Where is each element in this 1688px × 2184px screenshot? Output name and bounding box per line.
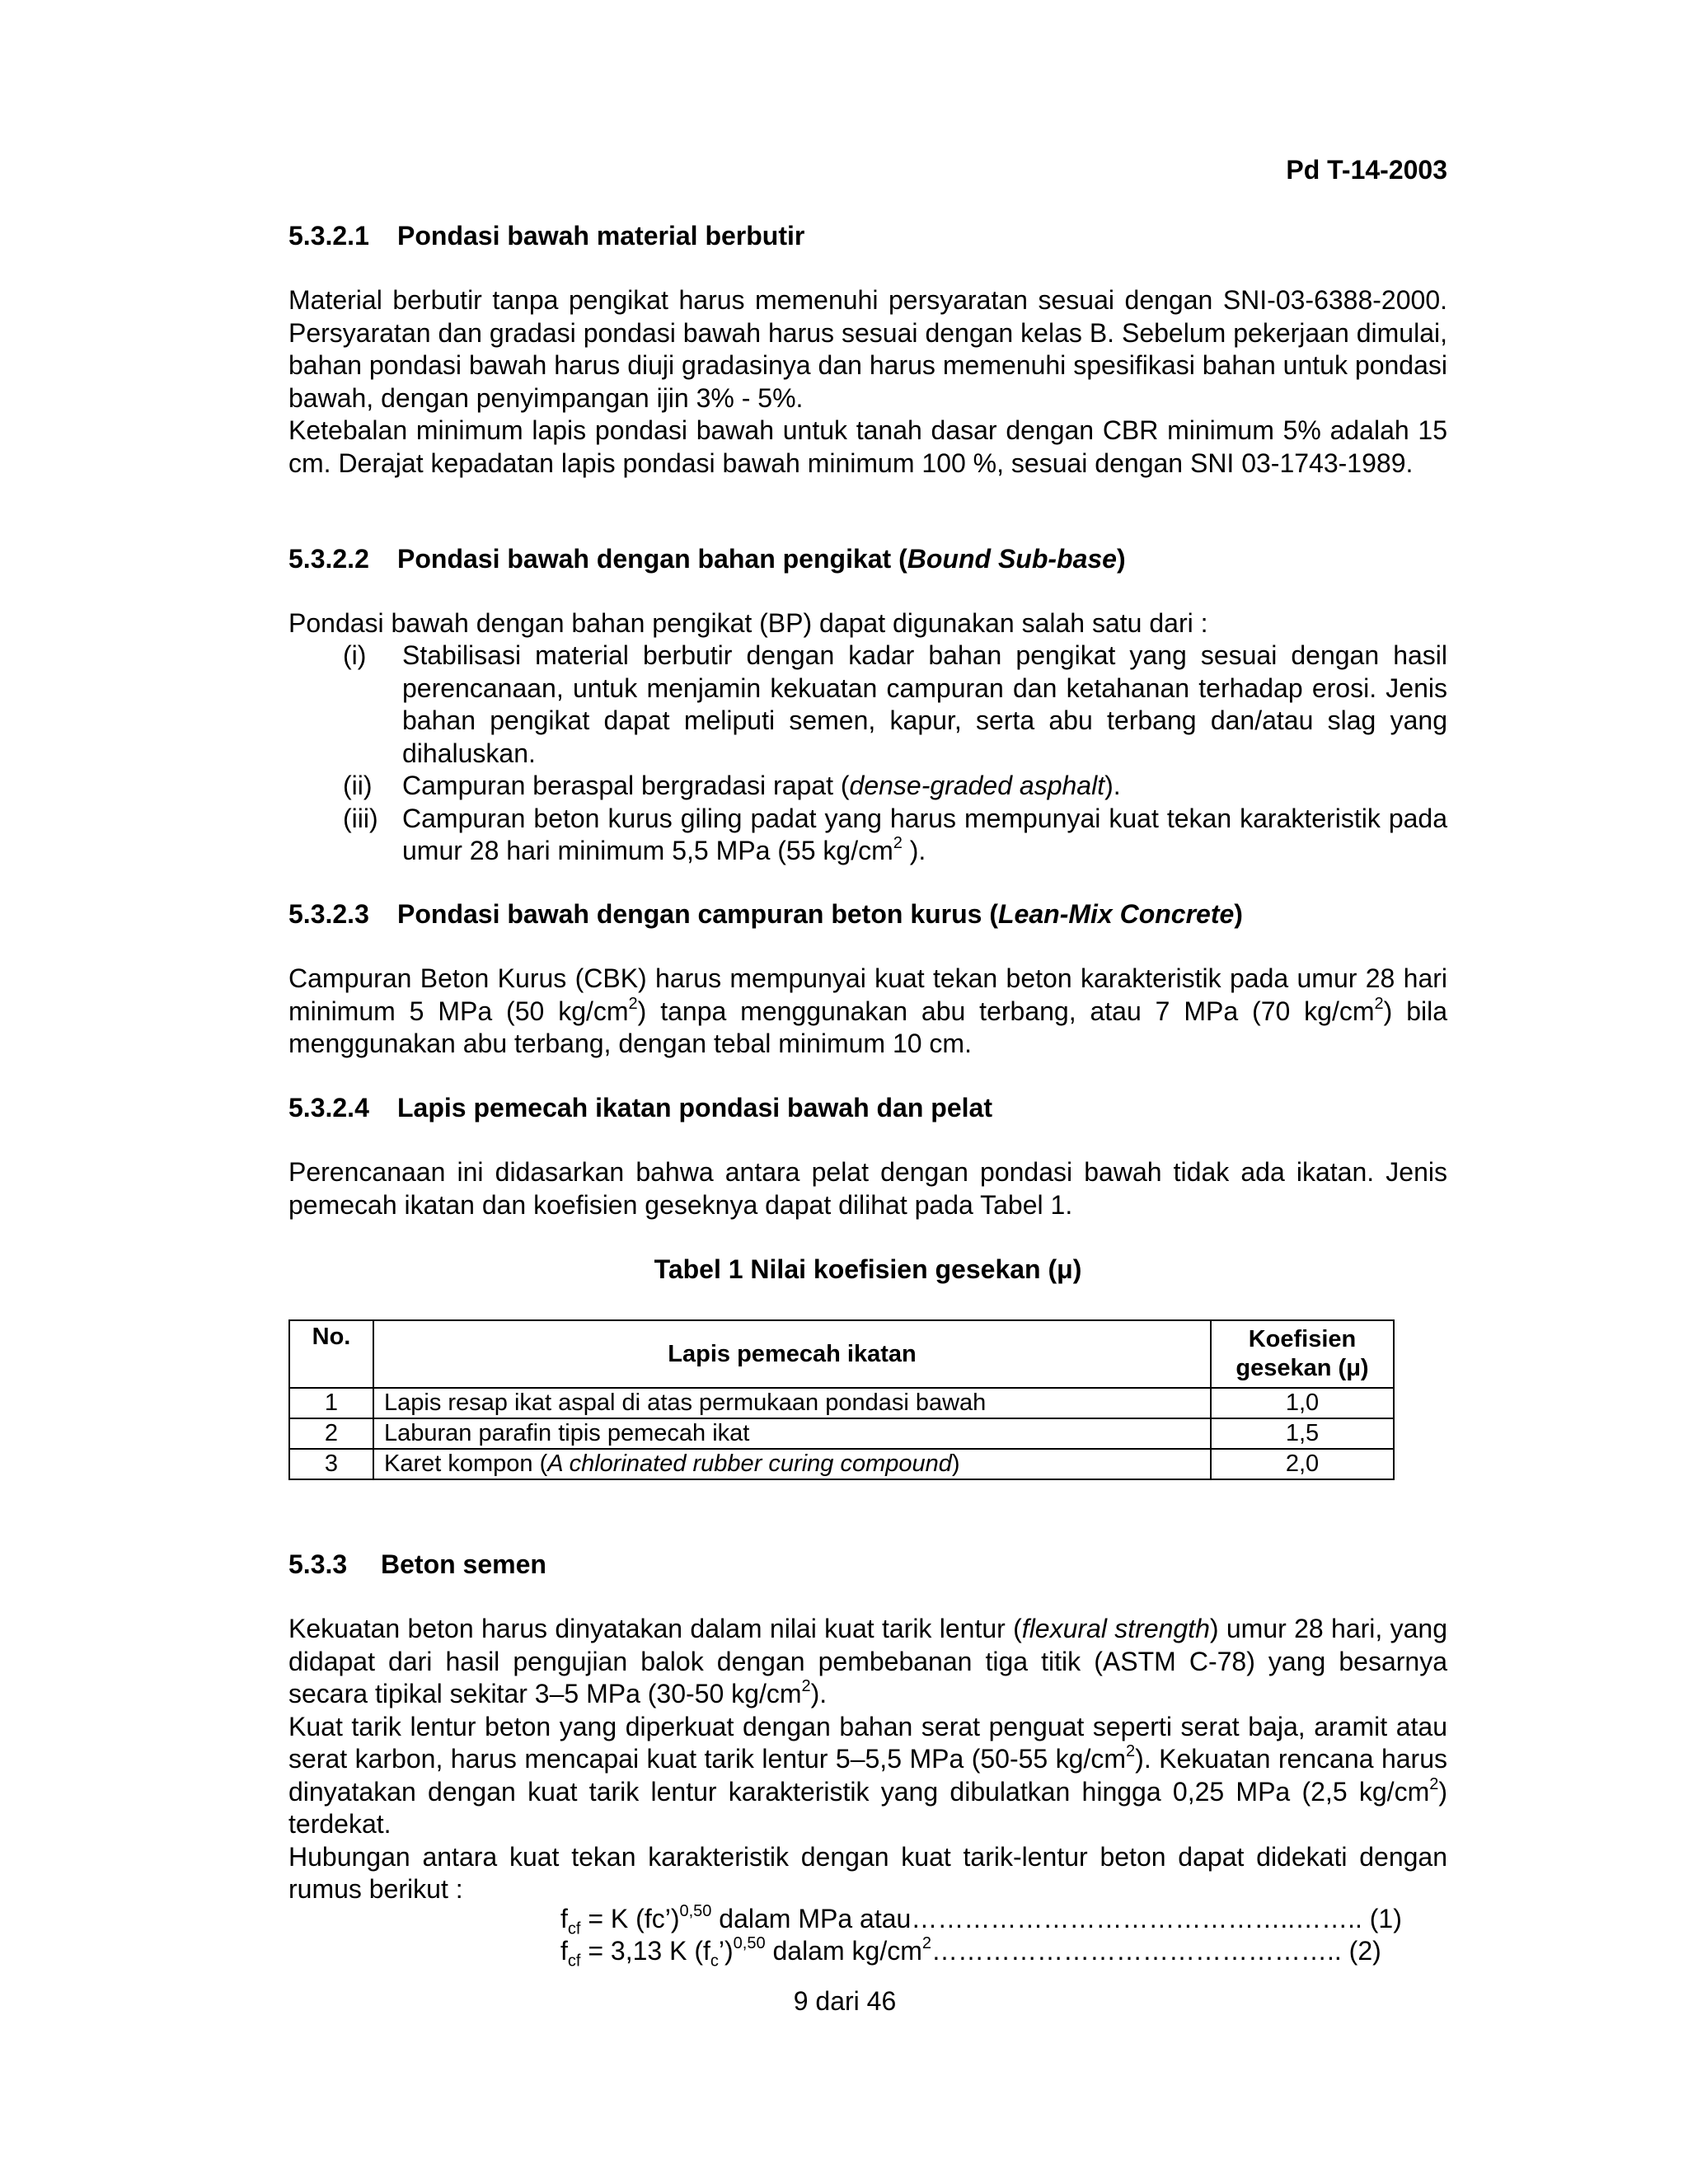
table-row	[289, 1388, 1394, 1418]
section-title: Beton semen	[381, 1549, 546, 1579]
section-heading-5-3-2-1	[288, 221, 804, 251]
section-heading-5-3-2-4	[288, 1093, 992, 1123]
section-body-5-3-2-4	[288, 1156, 1447, 1221]
table-header-row	[289, 1320, 1394, 1388]
header-coefficient: Koefisien gesekan (μ)	[1211, 1320, 1394, 1388]
list-text: Stabilisasi material berbutir dengan kadar bahan pengikat yang sesuai dengan hasil perencanaan, untuk menjamin kekuatan campuran dan ketahanan terhadap erosi. Jenis bahan pengikat dapat meliputi semen, kapur, serta abu terbang dan/atau slag yang dihaluskan.	[402, 640, 1447, 768]
paragraph: Pondasi bawah dengan bahan pengikat (BP) dapat digunakan salah satu dari :	[288, 608, 1208, 638]
list-marker: (i)	[343, 640, 367, 670]
section-title: Pondasi bawah dengan bahan pengikat (Bound Sub-base)	[397, 544, 1126, 574]
list-item	[288, 770, 1447, 803]
section-title: Pondasi bawah dengan campuran beton kurus (Lean-Mix Concrete)	[397, 899, 1243, 929]
formula-1: $f_{cf} = K$ (fc’)$^{0,50}$ dalam MPa atau……………………………………..…….. (1)	[560, 1902, 1402, 1938]
paragraph: Hubungan antara kuat tekan karakteristik dengan kuat tarik-lentur beton dapat didekati dengan rumus berikut :	[288, 1841, 1447, 1904]
binder-list	[288, 640, 1447, 868]
header-layer: Lapis pemecah ikatan	[373, 1320, 1211, 1388]
list-text: Campuran beton kurus giling padat yang harus mempunyai kuat tekan karakteristik pada umur 28 hari minimum 5,5 MPa (55 $kg/cm^2$ ).	[402, 803, 1447, 865]
list-marker: (iii)	[343, 803, 378, 833]
paragraph: Kekuatan beton harus dinyatakan dalam nilai kuat tarik lentur (flexural strength) umur 28 hari, yang didapat dari hasil pengujian balok dengan pembebanan tiga titik (ASTM C-78) yang besarnya secara tipikal sekitar 3–5 MPa (30-50 $kg/cm^2$).	[288, 1614, 1448, 1708]
header-no: No.	[289, 1320, 373, 1388]
section-number: 5.3.2.4	[288, 1093, 369, 1122]
list-marker: (ii)	[343, 771, 373, 800]
cell-no: 2	[289, 1418, 373, 1449]
page-number: 9 dari 46	[793, 1986, 897, 2016]
cell-layer: Karet kompon (A chlorinated rubber curing compound)	[373, 1449, 1211, 1479]
section-title: Lapis pemecah ikatan pondasi bawah dan pelat	[397, 1093, 992, 1122]
list-item	[288, 803, 1447, 868]
section-intro-5-3-2-2	[288, 607, 1447, 640]
paragraph: Material berbutir tanpa pengikat harus memenuhi persyaratan sesuai dengan SNI-03-6388-2000. Persyaratan dan gradasi pondasi bawah harus sesuai dengan kelas B. Sebelum pekerjaan dimulai, bahan pondasi bawah harus diuji gradasinya dan harus memenuhi spesifikasi bahan untuk pondasi bawah, dengan penyimpangan ijin 3% - 5%.	[288, 285, 1447, 413]
document-id: Pd T-14-2003	[1286, 155, 1447, 185]
cell-layer: Laburan parafin tipis pemecah ikat	[373, 1418, 1211, 1449]
cell-value: 2,0	[1211, 1449, 1394, 1479]
section-number: 5.3.2.2	[288, 544, 369, 574]
section-number: 5.3.3	[288, 1549, 348, 1579]
cell-layer: Lapis resap ikat aspal di atas permukaan pondasi bawah	[373, 1388, 1211, 1418]
paragraph: Perencanaan ini didasarkan bahwa antara pelat dengan pondasi bawah tidak ada ikatan. Jenis pemecah ikatan dan koefisien geseknya dapat dilihat pada Tabel 1.	[288, 1157, 1447, 1220]
list-text: Campuran beraspal bergradasi rapat (dense-graded asphalt).	[402, 771, 1121, 800]
section-body-5-3-2-3	[288, 963, 1447, 1061]
section-number: 5.3.2.1	[288, 221, 369, 251]
table-caption: Tabel 1 Nilai koefisien gesekan (μ)	[654, 1254, 1082, 1284]
cell-value: 1,5	[1211, 1418, 1394, 1449]
table-row	[289, 1449, 1394, 1479]
cell-no: 3	[289, 1449, 373, 1479]
paragraph: Ketebalan minimum lapis pondasi bawah untuk tanah dasar dengan CBR minimum 5% adalah 15 cm. Derajat kepadatan lapis pondasi bawah minimum 100 %, sesuai dengan SNI 03-1743-1989.	[288, 415, 1447, 478]
friction-coefficient-table	[288, 1319, 1395, 1480]
list-item	[288, 640, 1447, 770]
table-row	[289, 1418, 1394, 1449]
cell-value: 1,0	[1211, 1388, 1394, 1418]
section-body-5-3-3	[288, 1613, 1447, 1906]
paragraph: Campuran Beton Kurus (CBK) harus mempunyai kuat tekan beton karakteristik pada umur 28 hari minimum 5 MPa (50 $kg/cm^2$) tanpa menggunakan abu terbang, atau 7 MPa (70 $kg/cm^2$) bila menggunakan abu terbang, dengan tebal minimum 10 cm.	[288, 963, 1447, 1058]
section-heading-5-3-2-3	[288, 899, 1243, 930]
section-body-5-3-2-1	[288, 284, 1447, 480]
section-number: 5.3.2.3	[288, 899, 369, 929]
paragraph: Kuat tarik lentur beton yang diperkuat dengan bahan serat penguat seperti serat baja, aramit atau serat karbon, harus mencapai kuat tarik lentur 5–5,5 MPa (50-55 $kg/cm^2$). Kekuatan rencana harus dinyatakan dengan kuat tarik lentur karakteristik yang dibulatkan hingga 0,25 MPa (2,5 $kg/cm^2$) terdekat.	[288, 1711, 1448, 1839]
section-heading-5-3-3	[288, 1549, 546, 1580]
cell-no: 1	[289, 1388, 373, 1418]
section-title: Pondasi bawah material berbutir	[397, 221, 805, 251]
formula-2: $f_{cf} = 3,13$ K $(f_c’)^{0,50}$ dalam $kg/cm^2\dots\dots\dots\dots\dots\dots\dots\dots\dots\dots\dots\dots\dots\dots\dots$.. (2)	[560, 1934, 1381, 1971]
section-heading-5-3-2-2	[288, 544, 1126, 574]
